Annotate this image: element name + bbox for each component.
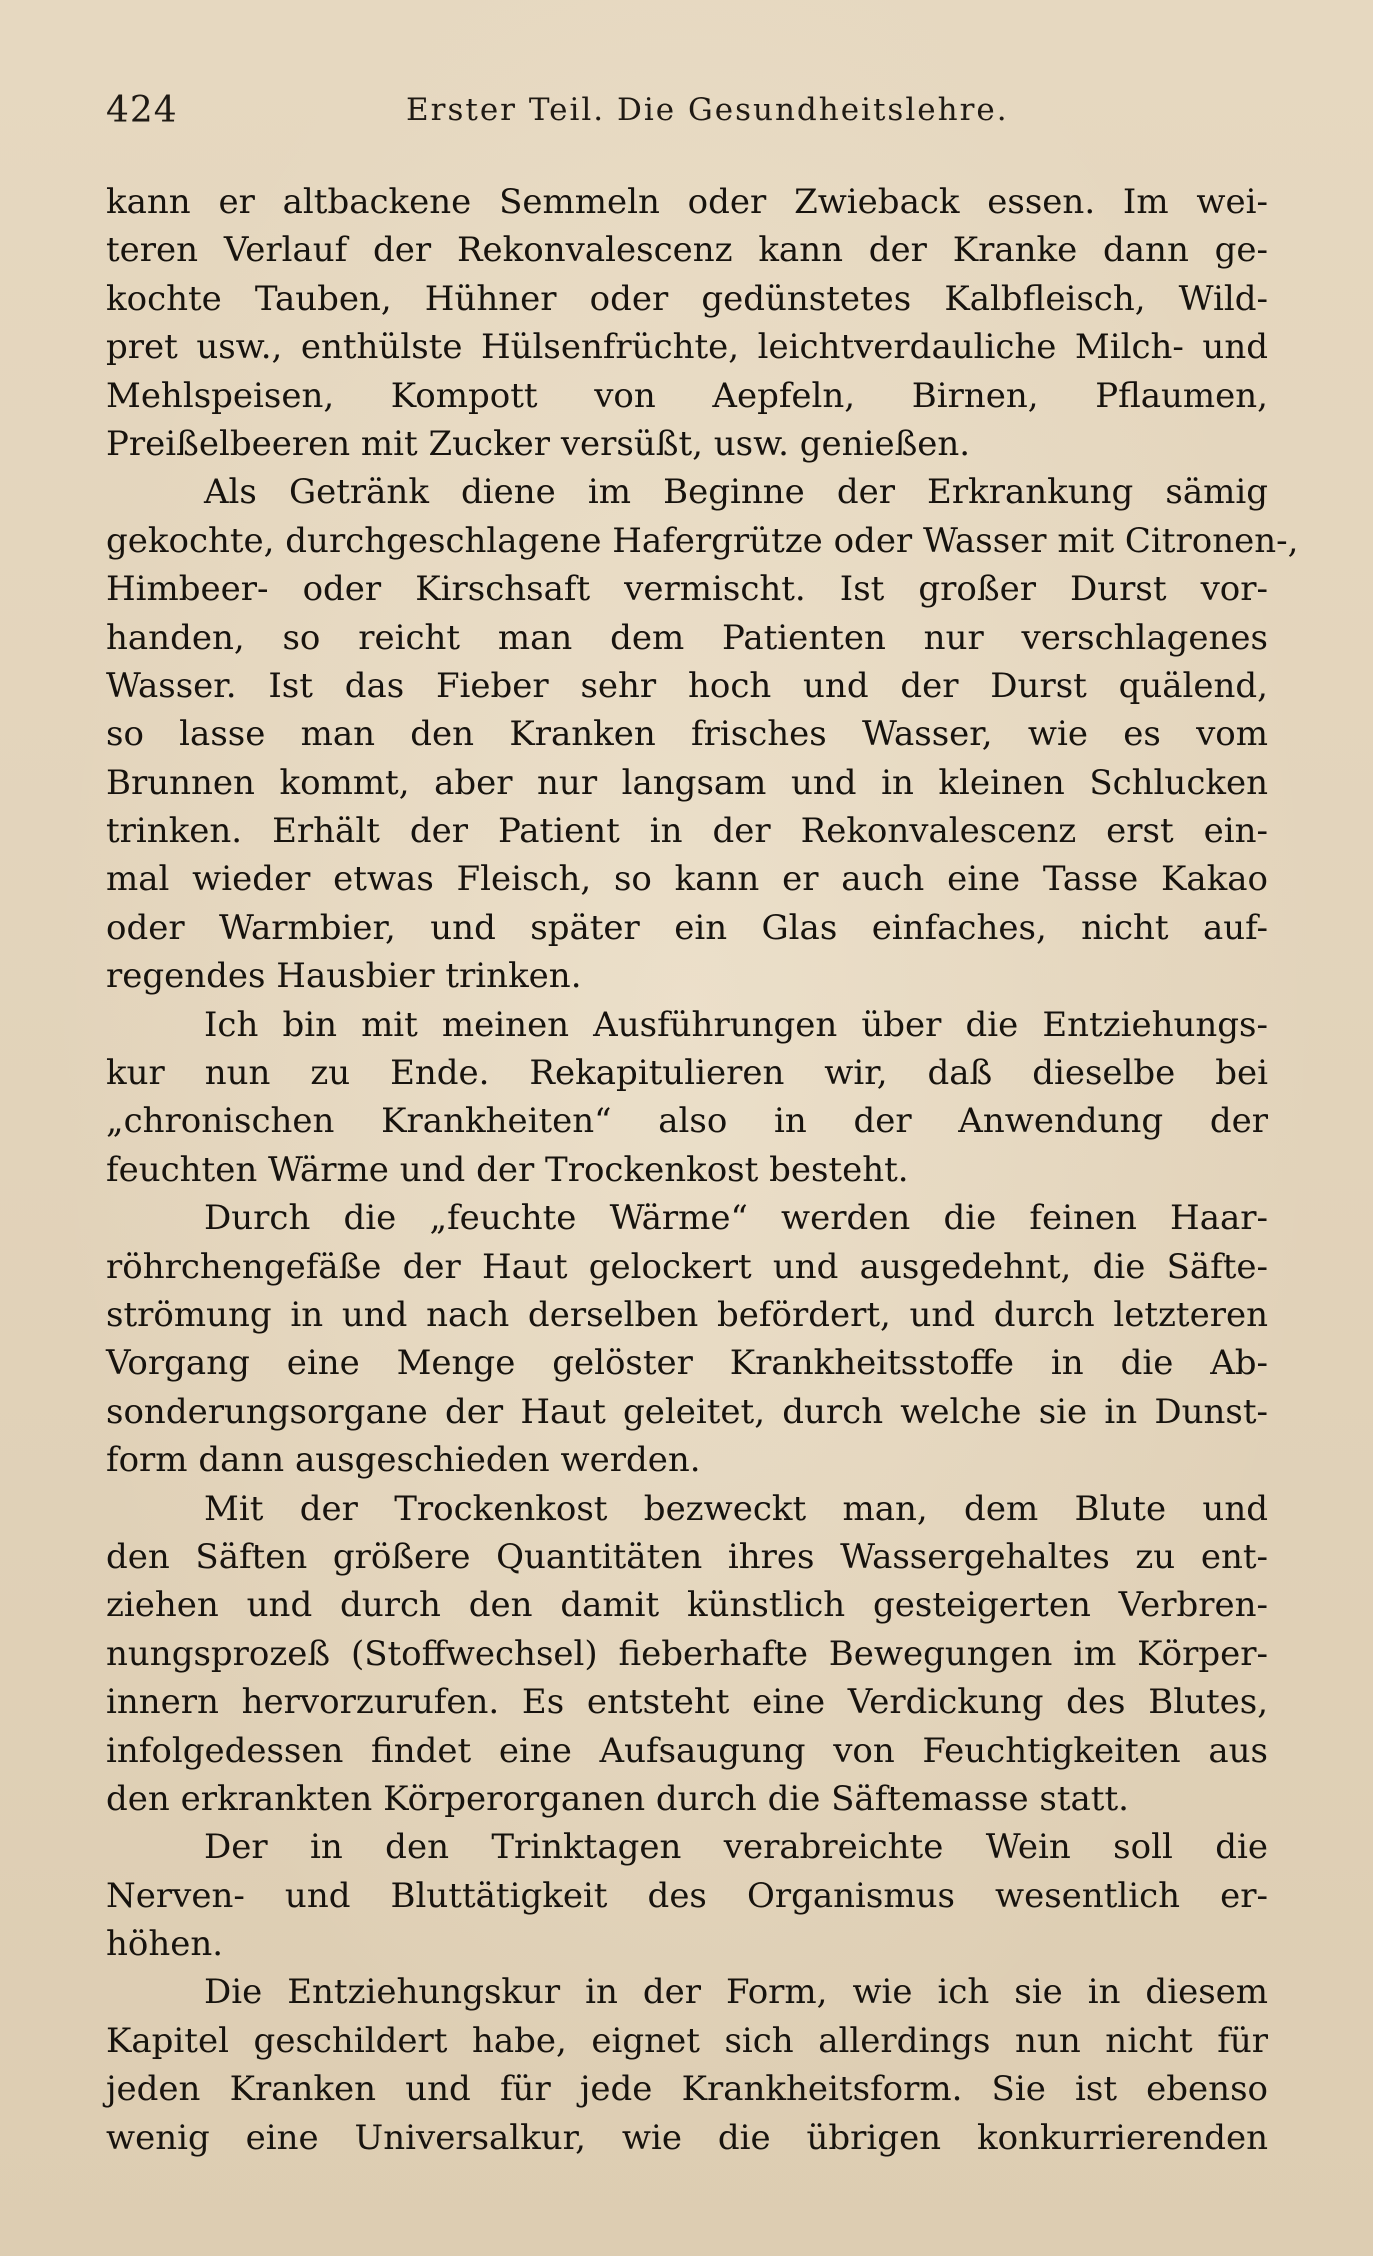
- text-line: Mehlspeisen, Kompott von Aepfeln, Birnen, Pflaumen,: [106, 375, 1268, 416]
- text-line: pret usw., enthülste Hülsenfrüchte, leichtverdauliche Milch- und: [106, 327, 1268, 368]
- text-line: Nerven- und Bluttätigkeit des Organismus wesentlich er-: [106, 1875, 1268, 1916]
- text-line: Kapitel geschildert habe, eignet sich allerdings nun nicht für: [106, 2020, 1268, 2061]
- text-line: handen, so reicht man dem Patienten nur verschlagenes: [106, 617, 1268, 658]
- text-line: den Säften größere Quantitäten ihres Wassergehaltes zu ent-: [106, 1536, 1268, 1577]
- text-line: Himbeer- oder Kirschsaft vermischt. Ist großer Durst vor-: [106, 569, 1268, 610]
- text-line: Preißelbeeren mit Zucker versüßt, usw. genießen.: [106, 423, 971, 464]
- running-title: Erster Teil. Die Gesundheitslehre.: [406, 92, 1009, 128]
- text-line: mal wieder etwas Fleisch, so kann er auch eine Tasse Kakao: [106, 859, 1268, 900]
- text-line: röhrchengefäße der Haut gelockert und ausgedehnt, die Säfte-: [106, 1246, 1268, 1287]
- text-line: trinken. Erhält der Patient in der Rekonvalescenz erst ein-: [106, 811, 1268, 852]
- text-line: oder Warmbier, und später ein Glas einfaches, nicht auf-: [106, 907, 1268, 948]
- text-line: kann er altbackene Semmeln oder Zwieback essen. Im wei-: [106, 182, 1268, 222]
- text-line: „chronischen Krankheiten“ also in der Anwendung der: [106, 1101, 1268, 1142]
- text-line: regendes Hausbier trinken.: [106, 956, 582, 997]
- page-number: 424: [106, 90, 178, 131]
- text-line: Brunnen kommt, aber nur langsam und in kleinen Schlucken: [106, 762, 1268, 803]
- text-line: kochte Tauben, Hühner oder gedünstetes Kalbfleisch, Wild-: [106, 278, 1268, 319]
- text-line: wenig eine Universalkur, wie die übrigen konkurrierenden: [106, 2117, 1268, 2158]
- text-line: nungsprozeß (Stoffwechsel) fieberhafte Bewegungen im Körper-: [106, 1633, 1268, 1674]
- text-line: teren Verlauf der Rekonvalescenz kann der Kranke dann ge-: [106, 230, 1268, 271]
- text-line: kur nun zu Ende. Rekapitulieren wir, daß dieselbe bei: [106, 1053, 1268, 1094]
- text-line: den erkrankten Körperorganen durch die Säftemasse statt.: [106, 1778, 1129, 1819]
- text-line: ziehen und durch den damit künstlich gesteigerten Verbren-: [106, 1585, 1268, 1626]
- text-line: gekochte, durchgeschlagene Hafergrütze oder Wasser mit Citronen-,: [106, 520, 1299, 561]
- text-line: form dann ausgeschieden werden.: [106, 1440, 701, 1481]
- text-line: Durch die „feuchte Wärme“ werden die feinen Haar-: [204, 1198, 1268, 1239]
- text-line: innern hervorzurufen. Es entsteht eine Verdickung des Blutes,: [106, 1682, 1268, 1723]
- text-line: jeden Kranken und für jede Krankheitsform. Sie ist ebenso: [106, 2069, 1268, 2110]
- text-line: Der in den Trinktagen verabreichte Wein soll die: [204, 1827, 1268, 1868]
- text-line: Die Entziehungskur in der Form, wie ich sie in diesem: [204, 1972, 1268, 2013]
- text-line: infolgedessen findet eine Aufsaugung von Feuchtigkeiten aus: [106, 1730, 1268, 1771]
- text-line: Vorgang eine Menge gelöster Krankheitsstoffe in die Ab-: [106, 1343, 1268, 1384]
- text-line: Wasser. Ist das Fieber sehr hoch und der Durst quälend,: [106, 665, 1268, 706]
- text-line: feuchten Wärme und der Trockenkost besteht.: [106, 1149, 909, 1190]
- text-line: strömung in und nach derselben befördert, und durch letzteren: [106, 1294, 1268, 1335]
- text-line: sonderungsorgane der Haut geleitet, durch welche sie in Dunst-: [106, 1391, 1268, 1432]
- body-text: [106, 178, 1299, 2162]
- text-line: Mit der Trockenkost bezweckt man, dem Blute und: [204, 1488, 1268, 1529]
- text-line: so lasse man den Kranken frisches Wasser, wie es vom: [106, 714, 1268, 755]
- page-header: [106, 82, 1266, 142]
- text-line: Ich bin mit meinen Ausführungen über die Entziehungs-: [204, 1004, 1268, 1045]
- text-line: Als Getränk diene im Beginne der Erkrankung sämig: [204, 472, 1268, 513]
- text-line: höhen.: [106, 1924, 224, 1965]
